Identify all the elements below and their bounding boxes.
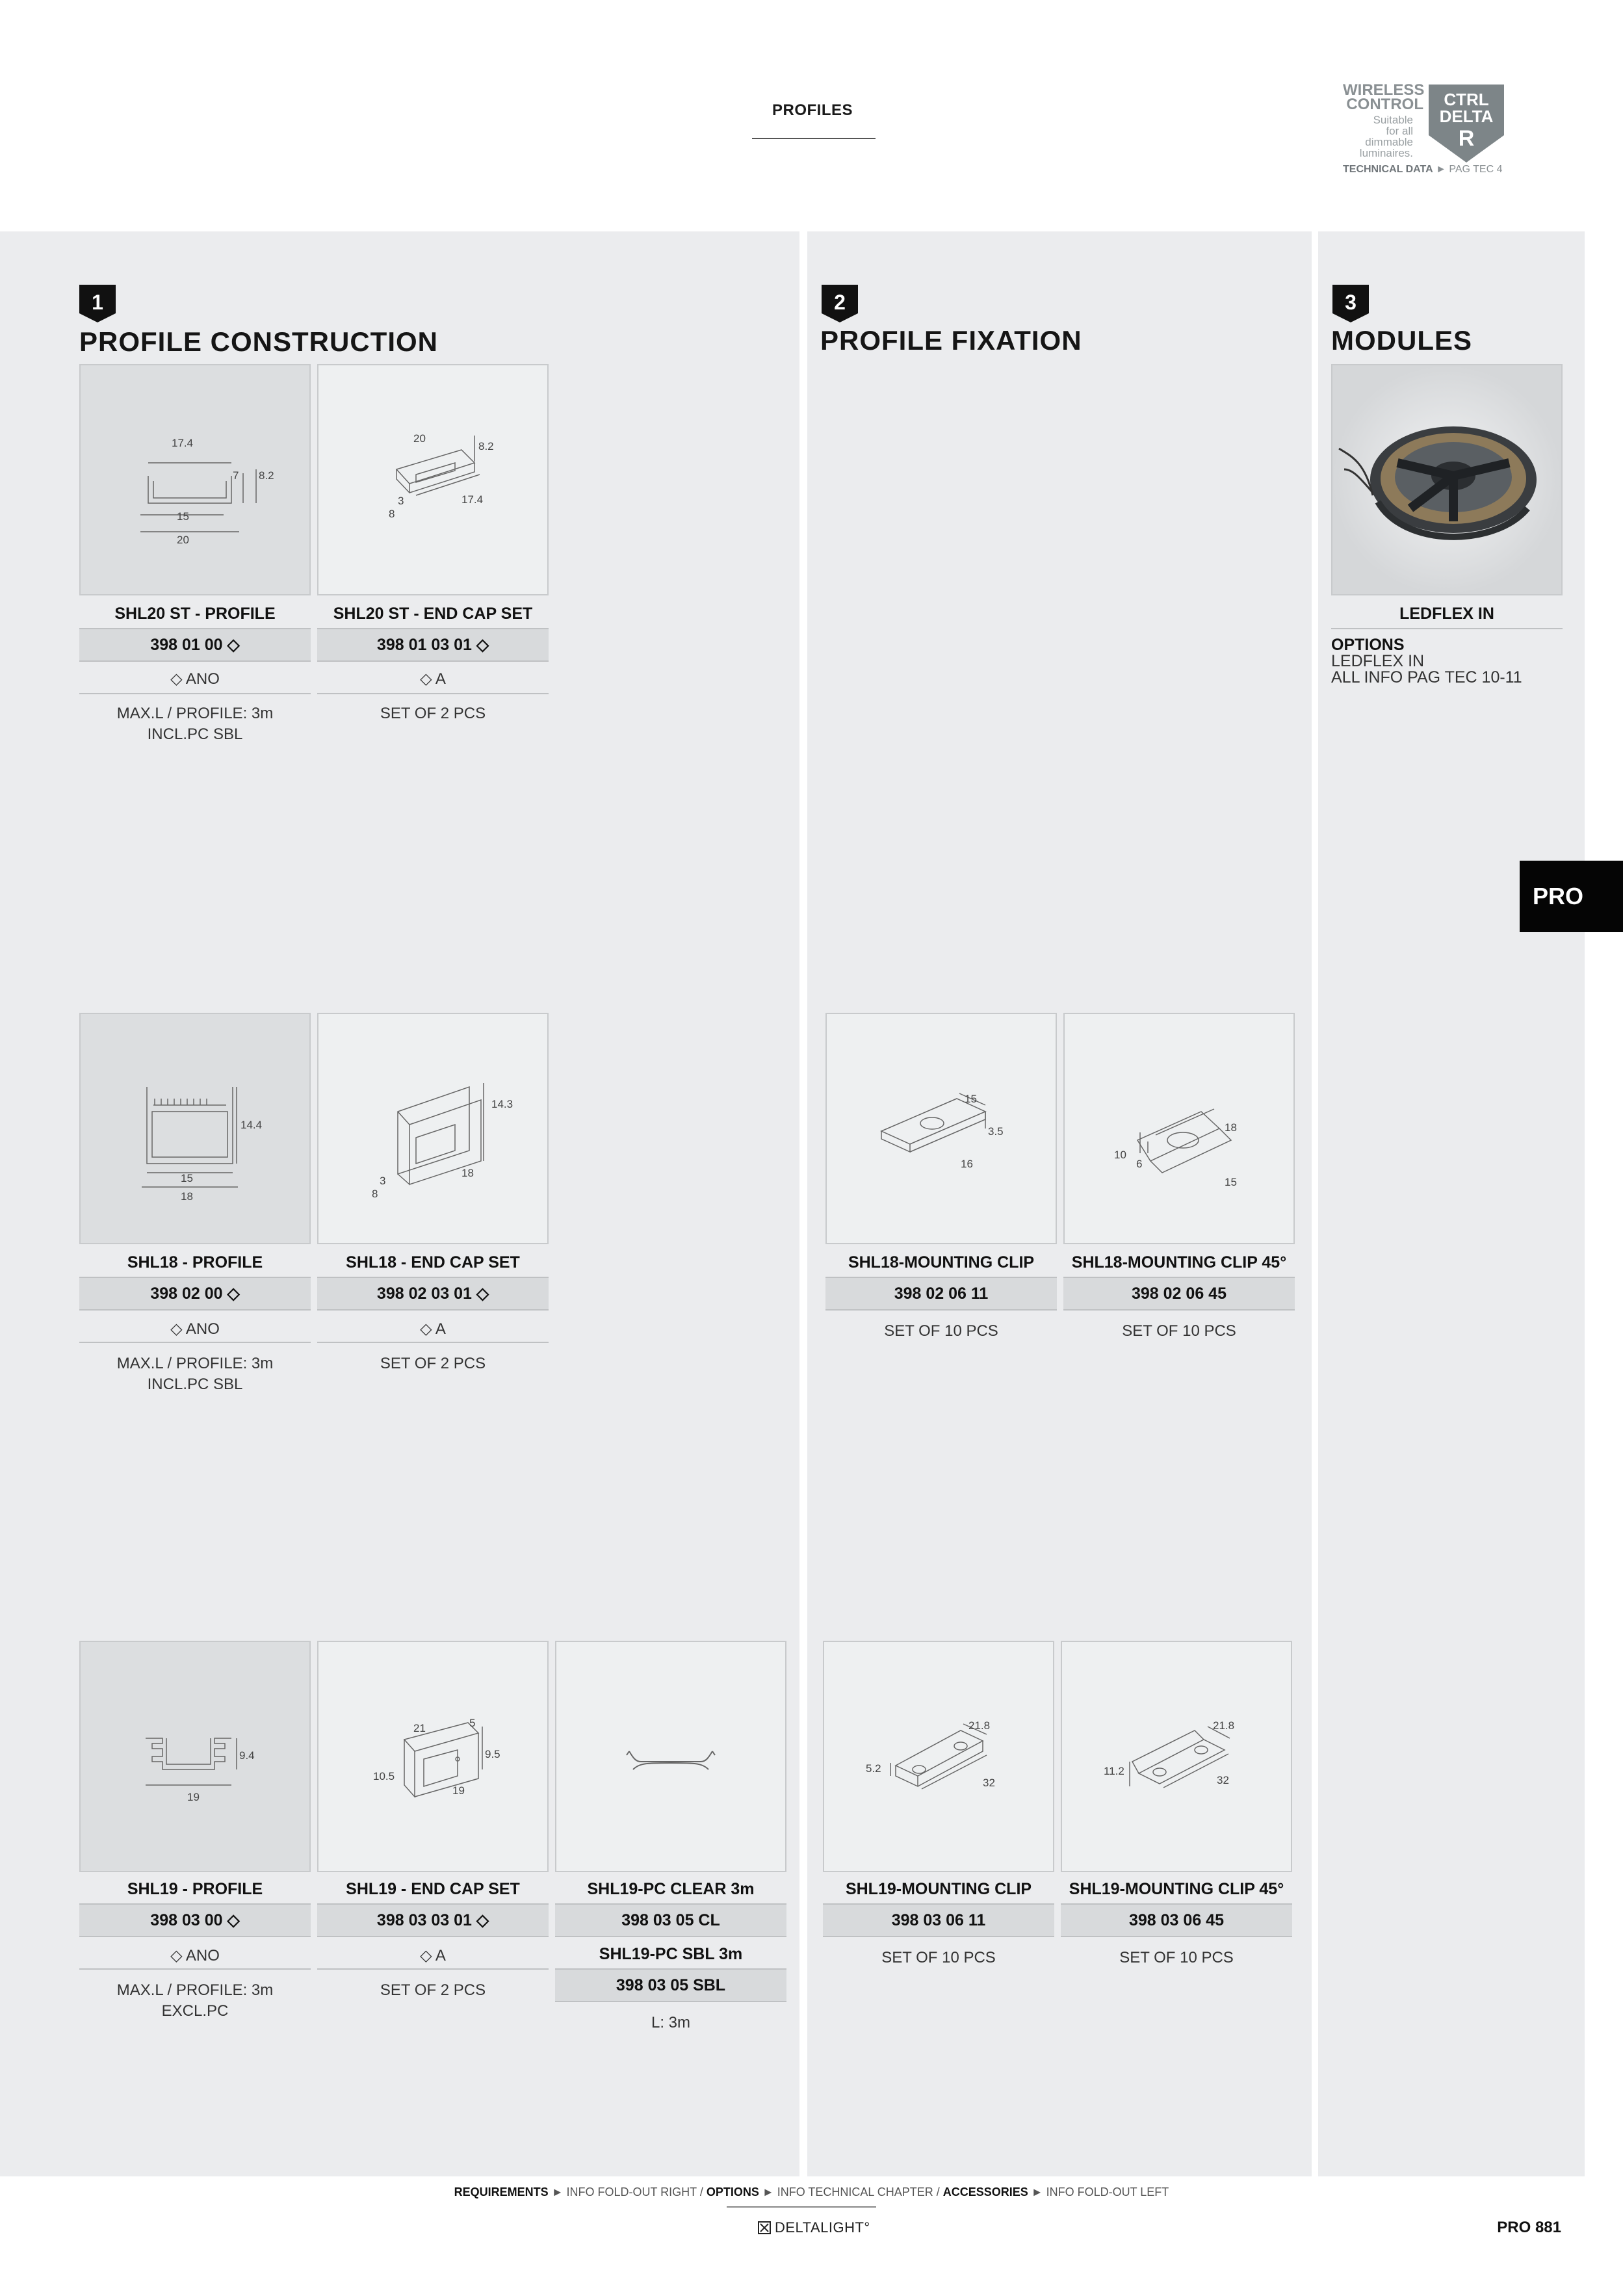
shl19-clip-iso-drawing (824, 1642, 1053, 1871)
svg-text:6: 6 (1136, 1158, 1143, 1170)
product-code: 398 03 06 11 (823, 1905, 1054, 1936)
divider (555, 1936, 786, 1937)
product-code: 398 03 06 45 (1061, 1905, 1292, 1936)
svg-text:32: 32 (1217, 1774, 1229, 1786)
suitable-label: Suitable for all dimmable luminaires. (1359, 114, 1413, 159)
divider (79, 1309, 311, 1311)
product-finish: ◇ A (420, 670, 446, 688)
product-note: L: 3m (651, 2014, 691, 2031)
shl19-pc-cover-drawing (556, 1642, 785, 1871)
product-code: 398 02 00 ◇ (79, 1278, 311, 1309)
shl19-profile-drawing (79, 1641, 311, 1872)
title-underline (752, 138, 876, 139)
divider (1063, 1309, 1295, 1311)
divider (823, 1936, 1054, 1937)
svg-text:3.5: 3.5 (988, 1125, 1004, 1138)
svg-text:1: 1 (92, 291, 103, 314)
svg-text:18: 18 (1225, 1121, 1237, 1134)
shield-r-text: R (1458, 126, 1475, 151)
divider (555, 2001, 786, 2002)
page-number: PRO 881 (1497, 2219, 1561, 2236)
svg-text:10.5: 10.5 (373, 1770, 395, 1782)
product-note: SET OF 2 PCS (380, 705, 486, 722)
product-name: SHL19-PC SBL 3m (599, 1945, 743, 1963)
side-tab-pro[interactable]: PRO (1520, 861, 1623, 932)
svg-text:21: 21 (413, 1722, 426, 1734)
svg-text:19: 19 (187, 1791, 200, 1803)
product-name: SHL19-PC CLEAR 3m (587, 1880, 755, 1898)
svg-text:8.2: 8.2 (259, 469, 274, 482)
divider (79, 1968, 311, 1970)
ctrl-delta-shield-icon (1429, 85, 1504, 163)
svg-text:20: 20 (177, 534, 189, 546)
shl19-clip-drawing (823, 1641, 1054, 1872)
svg-text:11.2: 11.2 (1104, 1765, 1124, 1777)
divider (1061, 1936, 1292, 1937)
product-finish: ◇ ANO (170, 1320, 220, 1338)
svg-text:16: 16 (961, 1158, 973, 1170)
section-1-number-badge (79, 285, 116, 322)
product-name: SHL19 - PROFILE (127, 1880, 263, 1898)
svg-text:9.5: 9.5 (485, 1748, 500, 1760)
divider (317, 693, 549, 694)
svg-text:14.3: 14.3 (491, 1098, 513, 1110)
svg-text:8: 8 (372, 1188, 378, 1200)
product-finish: ◇ A (420, 1947, 446, 1964)
product-name: SHL19 - END CAP SET (346, 1880, 520, 1898)
technical-data-link[interactable]: TECHNICAL DATA ► PAG TEC 4 (1343, 164, 1503, 175)
section-2-title: PROFILE FIXATION (820, 325, 1082, 356)
divider (79, 693, 311, 694)
shl18-clip-iso-drawing (827, 1014, 1056, 1243)
product-note: SET OF 10 PCS (881, 1949, 996, 1966)
shield-delta-text: DELTA (1439, 107, 1494, 126)
svg-text:15: 15 (1225, 1176, 1237, 1188)
product-finish: ◇ A (420, 1320, 446, 1338)
product-note: SET OF 2 PCS (380, 1355, 486, 1372)
section-2-number-badge (822, 285, 858, 322)
svg-text:3: 3 (380, 1175, 386, 1187)
svg-text:7: 7 (233, 469, 239, 482)
product-name: SHL20 ST - PROFILE (114, 605, 276, 623)
product-note: SET OF 2 PCS (380, 1981, 486, 1999)
svg-text:18: 18 (181, 1190, 193, 1203)
product-name: SHL18-MOUNTING CLIP (848, 1253, 1035, 1272)
shl20-profile-drawing (79, 364, 311, 595)
product-note: SET OF 10 PCS (884, 1322, 998, 1340)
svg-text:15: 15 (965, 1093, 977, 1105)
shl18-endcap-drawing (317, 1013, 549, 1244)
svg-text:3: 3 (398, 495, 404, 507)
svg-text:5.2: 5.2 (866, 1762, 881, 1775)
shl19-pc-drawing (555, 1641, 786, 1872)
divider (79, 1342, 311, 1343)
svg-text:17.4: 17.4 (461, 493, 484, 506)
shl18-clip45-drawing (1063, 1013, 1295, 1244)
svg-text:8: 8 (389, 508, 395, 520)
divider (79, 660, 311, 662)
ledflex-reel-image (1332, 365, 1561, 594)
shield-ctrl-text: CTRL (1444, 90, 1489, 109)
svg-text:21.8: 21.8 (1213, 1719, 1235, 1732)
divider (825, 1309, 1057, 1311)
product-code: 398 02 06 45 (1063, 1278, 1295, 1309)
divider (317, 1936, 549, 1937)
product-name: SHL19-MOUNTING CLIP 45° (1069, 1880, 1284, 1898)
deltalight-logo: DELTALIGHT° (758, 2219, 870, 2236)
product-name: SHL18-MOUNTING CLIP 45° (1071, 1253, 1287, 1272)
product-code: 398 01 03 01 ◇ (317, 629, 549, 660)
svg-text:14.4: 14.4 (240, 1119, 263, 1131)
product-code: 398 01 00 ◇ (79, 629, 311, 660)
shl18-clip-drawing (825, 1013, 1057, 1244)
svg-text:18: 18 (461, 1167, 474, 1179)
wireless-control-badge (1343, 83, 1512, 181)
product-name: LEDFLEX IN (1399, 605, 1494, 623)
shl19-profile-section-drawing (81, 1642, 309, 1871)
footer-divider (727, 2206, 876, 2208)
divider (79, 1936, 311, 1937)
product-note: MAX.L / PROFILE: 3m INCL.PC SBL (116, 705, 274, 743)
footer-info-line: REQUIREMENTS ► INFO FOLD-OUT RIGHT / OPTIONS ► INFO TECHNICAL CHAPTER / ACCESSORIES ► INFO FOLD-OUT LEFT (454, 2185, 1169, 2198)
section-3-number-badge (1332, 285, 1369, 322)
svg-text:10: 10 (1114, 1149, 1126, 1161)
shl19-clip45-drawing (1061, 1641, 1292, 1872)
svg-text:17.4: 17.4 (172, 437, 194, 449)
svg-text:15: 15 (177, 510, 189, 523)
ledflex-photo (1331, 364, 1563, 595)
product-name: SHL18 - END CAP SET (346, 1253, 520, 1272)
svg-text:3: 3 (1345, 291, 1357, 314)
product-note: SET OF 10 PCS (1119, 1949, 1234, 1966)
divider (317, 1968, 549, 1970)
shl18-profile-section-drawing (81, 1014, 309, 1243)
product-code: 398 03 03 01 ◇ (317, 1905, 549, 1936)
svg-text:21.8: 21.8 (968, 1719, 991, 1732)
svg-text:9.4: 9.4 (239, 1749, 255, 1762)
product-name: SHL19-MOUNTING CLIP (845, 1880, 1032, 1898)
svg-text:20: 20 (413, 432, 426, 445)
shl19-endcap-iso-drawing (318, 1642, 547, 1871)
options-block: OPTIONS LEDFLEX IN ALL INFO PAG TEC 10-11 (1331, 636, 1522, 686)
svg-text:2: 2 (834, 291, 846, 314)
product-code: 398 02 06 11 (825, 1278, 1057, 1309)
divider (317, 660, 549, 662)
page-title: PROFILES (772, 101, 853, 119)
shl18-profile-drawing (79, 1013, 311, 1244)
shl19-endcap-drawing (317, 1641, 549, 1872)
product-note: MAX.L / PROFILE: 3m EXCL.PC (116, 1981, 274, 2020)
svg-text:32: 32 (983, 1777, 995, 1789)
deltalight-logo-icon (758, 2221, 771, 2234)
shl19-clip45-iso-drawing (1062, 1642, 1291, 1871)
product-name: SHL18 - PROFILE (127, 1253, 263, 1272)
product-finish: ◇ ANO (170, 670, 220, 688)
divider (317, 1309, 549, 1311)
svg-text:19: 19 (452, 1784, 465, 1797)
shl20-endcap-iso-drawing (318, 365, 547, 594)
divider (317, 1342, 549, 1343)
product-code: 398 03 05 SBL (555, 1970, 786, 2001)
section-1-title: PROFILE CONSTRUCTION (79, 326, 438, 357)
wireless-label: WIRELESS CONTROL (1343, 81, 1425, 113)
shl20-endcap-drawing (317, 364, 549, 595)
product-name: SHL20 ST - END CAP SET (333, 605, 533, 623)
product-code: 398 03 00 ◇ (79, 1905, 311, 1936)
product-finish: ◇ ANO (170, 1947, 220, 1964)
svg-text:8.2: 8.2 (478, 440, 494, 452)
section-3-title: MODULES (1331, 325, 1472, 356)
product-code: 398 03 05 CL (555, 1905, 786, 1936)
divider (1331, 628, 1563, 629)
shl18-clip45-iso-drawing (1065, 1014, 1293, 1243)
product-note: SET OF 10 PCS (1122, 1322, 1236, 1340)
svg-text:5: 5 (469, 1717, 476, 1729)
shl20-profile-section-drawing (81, 365, 309, 594)
product-code: 398 02 03 01 ◇ (317, 1278, 549, 1309)
svg-text:15: 15 (181, 1172, 193, 1184)
shl18-endcap-iso-drawing (318, 1014, 547, 1243)
product-note: MAX.L / PROFILE: 3m INCL.PC SBL (116, 1355, 274, 1393)
